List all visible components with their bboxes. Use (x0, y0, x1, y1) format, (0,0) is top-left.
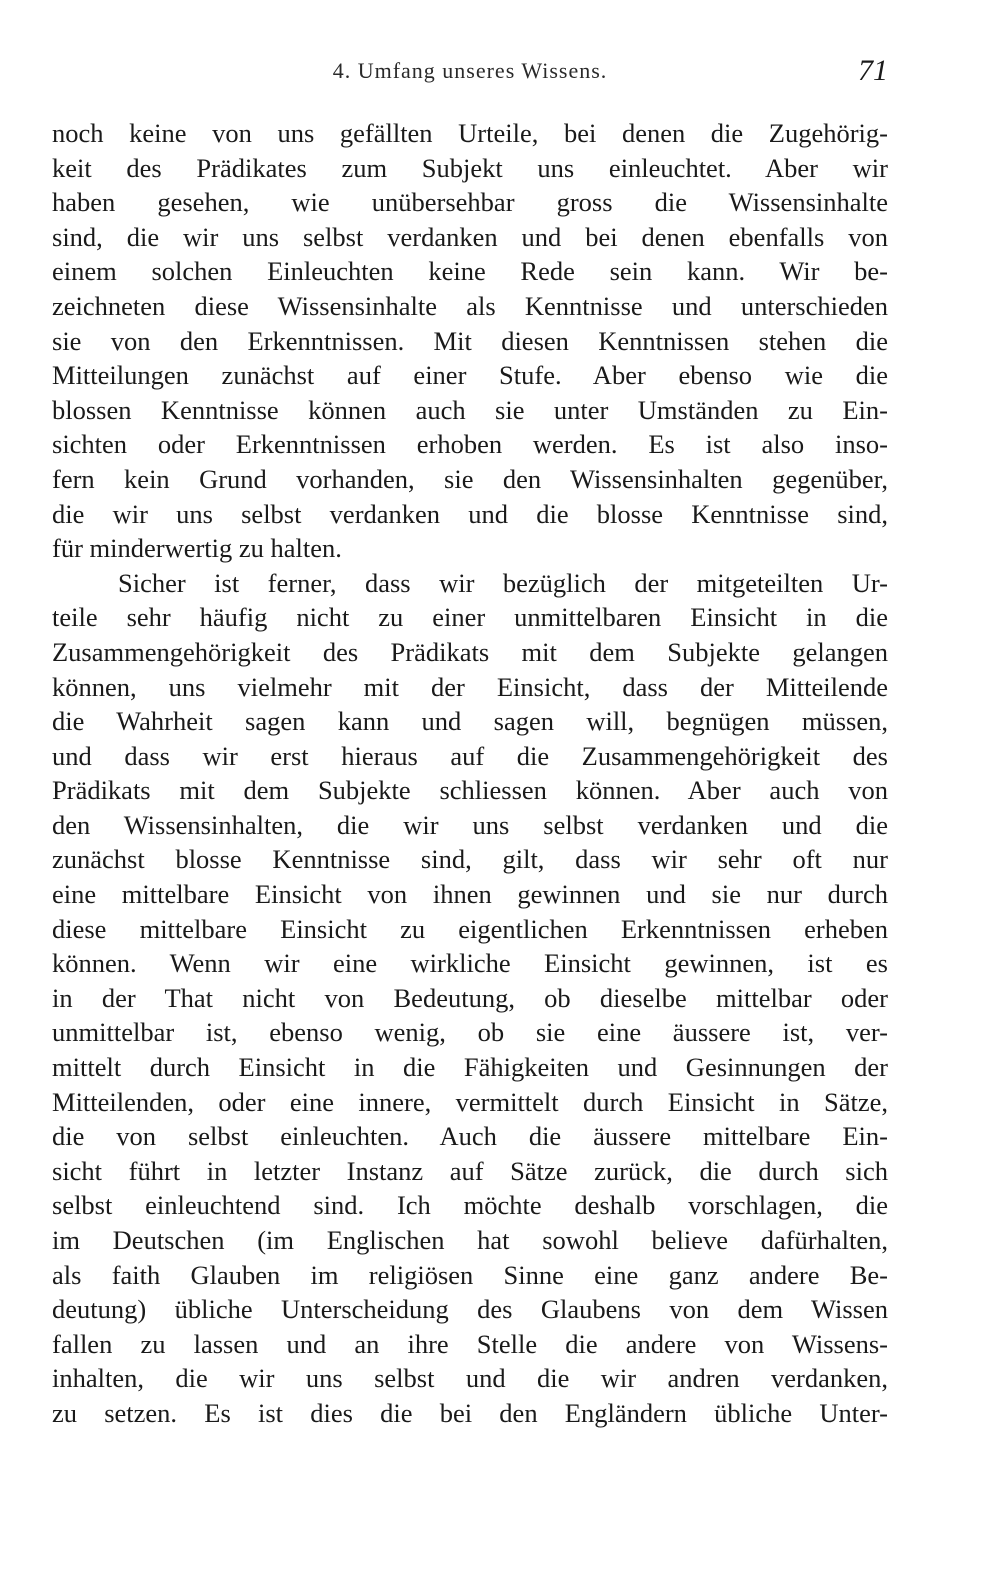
text-line: die wir uns selbst verdanken und die blosse Kenntnisse sind, (52, 498, 888, 529)
text-line: sicht führt in letzter Instanz auf Sätze zurück, die durch sich (52, 1155, 888, 1186)
text-line: können, uns vielmehr mit der Einsicht, dass der Mitteilende (52, 671, 888, 702)
text-line: Zusammengehörigkeit des Prädikats mit dem Subjekte gelangen (52, 636, 888, 667)
paragraph-start-line: Sicher ist ferner, dass wir bezüglich der mitgeteilten Ur- (118, 567, 888, 598)
text-line: teile sehr häufig nicht zu einer unmittelbaren Einsicht in die (52, 602, 888, 633)
text-line: die von selbst einleuchten. Auch die äussere mittelbare Ein- (52, 1121, 888, 1152)
text-line: blossen Kenntnisse können auch sie unter Umständen zu Ein- (52, 394, 888, 425)
text-line: deutung) übliche Unterscheidung des Glaubens von dem Wissen (52, 1294, 888, 1325)
text-line: zu setzen. Es ist dies die bei den Engländern übliche Unter- (52, 1397, 888, 1428)
text-line: haben gesehen, wie unübersehbar gross die Wissensinhalte (52, 187, 888, 218)
text-line: im Deutschen (im Englischen hat sowohl believe dafürhalten, (52, 1225, 888, 1255)
text-line: Mitteilenden, oder eine innere, vermittelt durch Einsicht in Sätze, (52, 1086, 888, 1117)
text-line: den Wissensinhalten, die wir uns selbst verdanken und die (52, 809, 888, 840)
text-line: keit des Prädikates zum Subjekt uns einleuchtet. Aber wir (52, 152, 888, 183)
text-line: zunächst blosse Kenntnisse sind, gilt, dass wir sehr oft nur (52, 844, 888, 875)
text-line: zeichneten diese Wissensinhalte als Kenntnisse und unterschieden (52, 290, 888, 321)
text-line: eine mittelbare Einsicht von ihnen gewinnen und sie nur durch (52, 879, 888, 910)
text-line: können. Wenn wir eine wirkliche Einsicht gewinnen, ist es (52, 948, 888, 979)
text-line: Prädikats mit dem Subjekte schliessen können. Aber auch von (52, 775, 888, 806)
text-line: die Wahrheit sagen kann und sagen will, begnügen müssen, (52, 706, 888, 737)
text-line: mittelt durch Einsicht in die Fähigkeiten und Gesinnungen der (52, 1052, 888, 1083)
text-line: diese mittelbare Einsicht zu eigentlichen Erkenntnissen erheben (52, 913, 888, 944)
text-line: fallen zu lassen und an ihre Stelle die andere von Wissens- (52, 1328, 888, 1359)
page-number: 71 (858, 54, 888, 87)
text-line: als faith Glauben im religiösen Sinne eine ganz andere Be- (52, 1259, 888, 1290)
text-line: in der That nicht von Bedeutung, ob dieselbe mittelbar oder (52, 982, 888, 1013)
text-line: noch keine von uns gefällten Urteile, bei denen die Zugehörig- (52, 118, 888, 148)
text-line: Mitteilungen zunächst auf einer Stufe. Aber ebenso wie die (52, 360, 888, 391)
paragraph-end-line: für minderwertig zu halten. (52, 533, 342, 564)
text-line: sie von den Erkenntnissen. Mit diesen Kenntnissen stehen die (52, 325, 888, 356)
text-line: einem solchen Einleuchten keine Rede sein kann. Wir be- (52, 256, 888, 287)
running-head: 4. Umfang unseres Wissens. (332, 58, 608, 83)
body-text (52, 116, 888, 1431)
text-line: unmittelbar ist, ebenso wenig, ob sie eine äussere ist, ver- (52, 1017, 888, 1048)
page-header (52, 52, 888, 102)
text-line: fern kein Grund vorhanden, sie den Wissensinhalten gegenüber, (52, 463, 888, 494)
text-line: sichten oder Erkenntnissen erhoben werden. Es ist also inso- (52, 429, 888, 460)
text-line: inhalten, die wir uns selbst und die wir andren verdanken, (52, 1363, 888, 1394)
text-line: sind, die wir uns selbst verdanken und bei denen ebenfalls von (52, 221, 888, 252)
text-line: selbst einleuchtend sind. Ich möchte deshalb vorschlagen, die (52, 1190, 888, 1221)
text-line: und dass wir erst hieraus auf die Zusammengehörigkeit des (52, 740, 888, 771)
